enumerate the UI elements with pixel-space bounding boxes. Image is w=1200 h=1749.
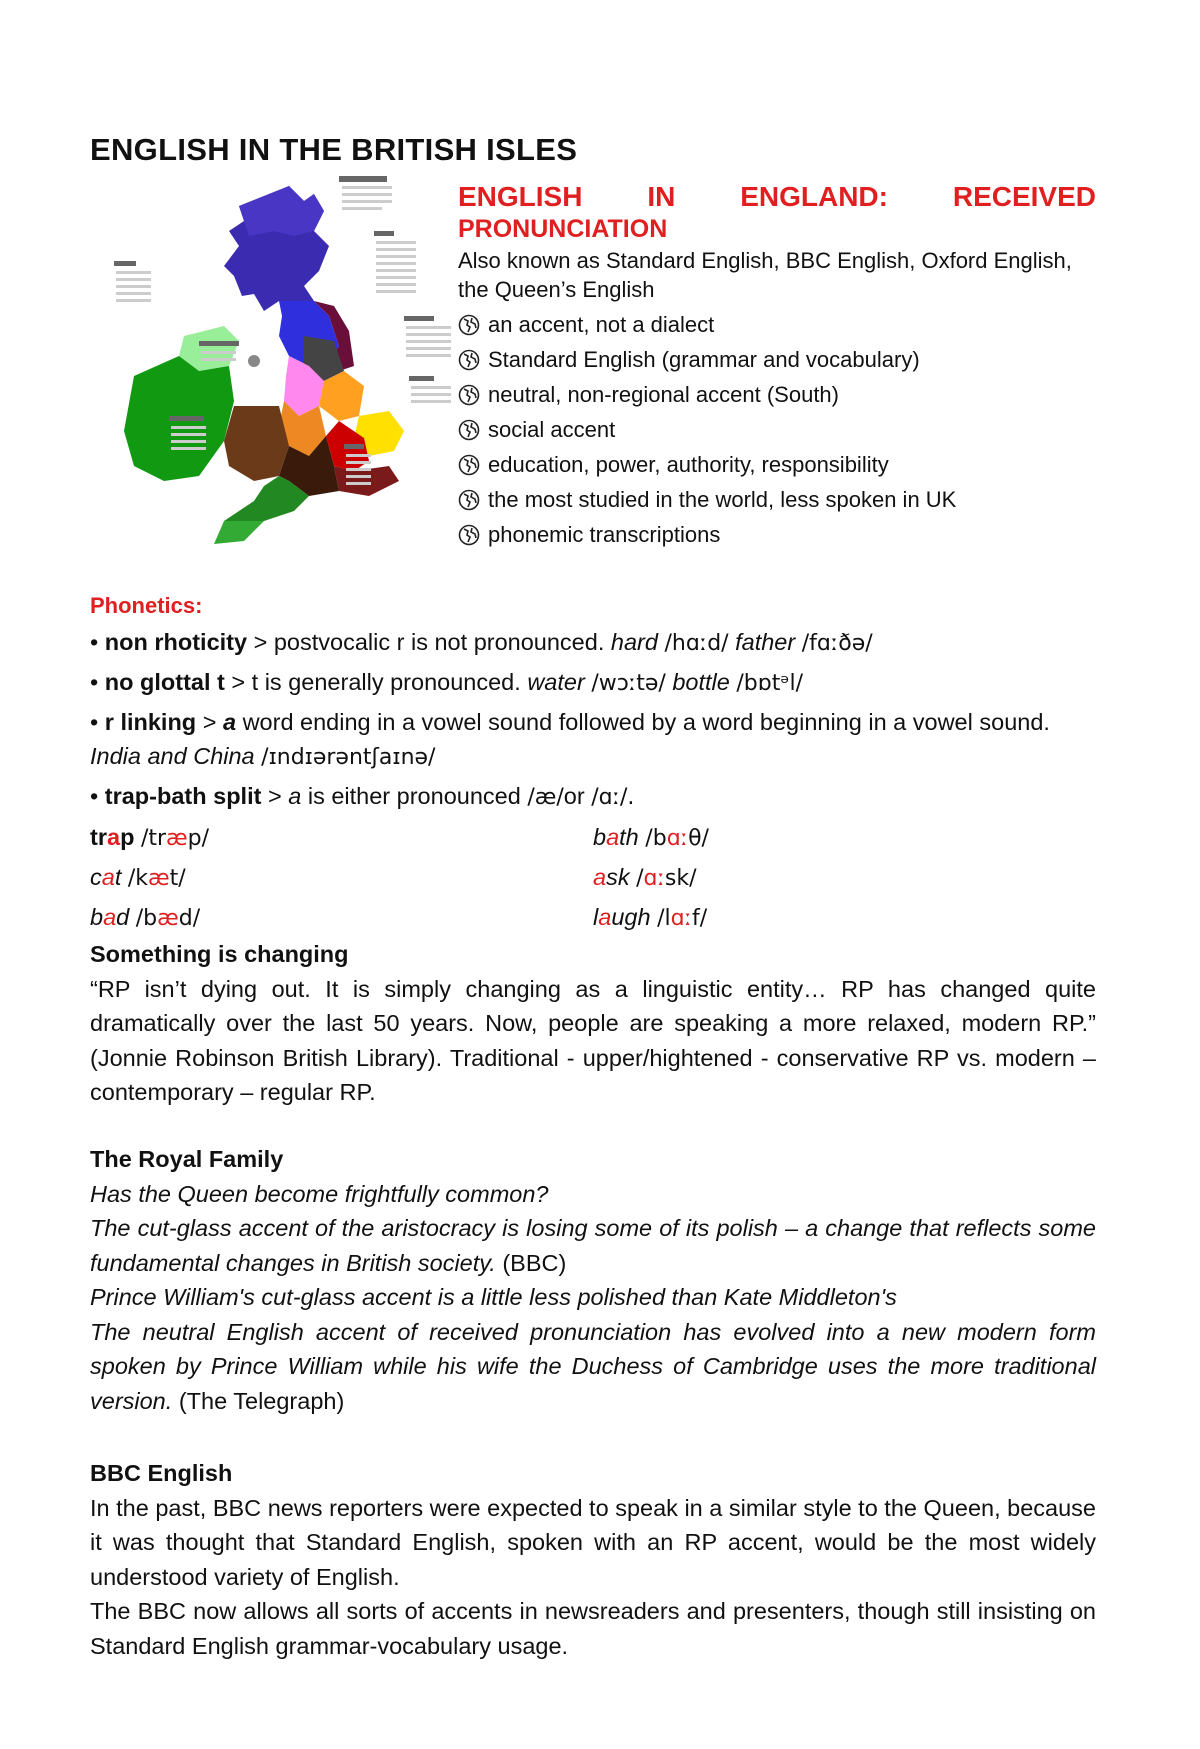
bath-word-row: laugh /lɑːf/	[593, 904, 708, 931]
rp-section	[458, 182, 1096, 549]
globe-icon	[458, 454, 480, 476]
phonetics-row: • r linking > a word ending in a vowel sound followed by a word beginning in a vowel sound. India and China /ɪndɪərəntʃaɪnə/	[90, 709, 1050, 770]
page-title: ENGLISH IN THE BRITISH ISLES	[90, 132, 578, 167]
trap-word-row: bad /bæd/	[90, 904, 201, 931]
rp-point-text: education, power, authority, responsibility	[488, 452, 889, 477]
rp-point	[458, 415, 1096, 444]
phonetics-row: • non rhoticity > postvocalic r is not pronounced. hard /hɑːd/ father /fɑːðə/	[90, 629, 873, 656]
rp-point	[458, 345, 1096, 374]
bath-word-row: ask /ɑːsk/	[593, 864, 697, 891]
phonetics-row: • no glottal t > t is generally pronounced. water /wɔːtə/ bottle /bɒtᵊl/	[90, 669, 804, 696]
rp-point	[458, 485, 1096, 514]
bath-word-row: bath /bɑːθ/	[593, 824, 709, 851]
rp-point-text: neutral, non-regional accent (South)	[488, 382, 839, 407]
rp-also-known: Also known as Standard English, BBC English, Oxford English, the Queen’s English	[458, 248, 1072, 302]
map-region-wales	[224, 406, 289, 481]
map-region-devon	[214, 521, 264, 544]
phonetics-heading: Phonetics:	[90, 593, 203, 618]
rp-point-text: the most studied in the world, less spoken in UK	[488, 487, 957, 512]
trap-column	[90, 817, 593, 937]
rp-point	[458, 520, 1096, 549]
changing-heading: Something is changing	[90, 941, 349, 967]
changing-text: “RP isn’t dying out. It is simply changing as a linguistic entity… RP has changed quite dramatically over the last 50 years. Now, people are speaking a more relaxed, modern RP.” (Jonnie Robinson British Library). Traditional - upper/hightened - conservative RP vs. modern – contemporary – regular RP.	[90, 975, 1096, 1105]
trap-bath-table	[90, 817, 1096, 937]
globe-icon	[458, 524, 480, 546]
rp-point-text: Standard English (grammar and vocabulary)	[488, 347, 920, 372]
royal-line: Has the Queen become frightfully common?	[90, 1180, 549, 1207]
rp-point	[458, 310, 1096, 339]
bath-column	[593, 817, 1096, 937]
royal-line: The cut-glass accent of the aristocracy is losing some of its polish – a change that reflects some fundamental changes in British society. (BBC)	[90, 1215, 1096, 1276]
globe-icon	[458, 314, 480, 336]
royal-line: Prince William's cut-glass accent is a little less polished than Kate Middleton's	[90, 1284, 897, 1310]
globe-icon	[458, 419, 480, 441]
globe-icon	[458, 384, 480, 406]
rp-point-text: social accent	[488, 417, 616, 442]
globe-icon	[458, 349, 480, 371]
rp-point	[458, 450, 1096, 479]
phonetics-section	[90, 591, 1096, 937]
bbc-paragraph: The BBC now allows all sorts of accents in newsreaders and presenters, though still insisting on Standard English grammar-vocabulary usage.	[90, 1598, 1096, 1659]
rp-points-list	[458, 310, 1096, 549]
royal-heading: The Royal Family	[90, 1146, 284, 1172]
bbc-paragraph: In the past, BBC news reporters were expected to speak in a similar style to the Queen, because it was thought that Standard English, spoken with an RP accent, would be the most widely understood variety of English.	[90, 1494, 1096, 1590]
map-region-highlands	[239, 186, 324, 236]
globe-icon	[458, 489, 480, 511]
rp-point-text: an accent, not a dialect	[488, 312, 715, 337]
rp-point-text: phonemic transcriptions	[488, 522, 721, 547]
phonetics-row: • trap-bath split > a is either pronounced /æ/or /ɑː/.	[90, 783, 635, 810]
rp-heading-line1: ENGLISH IN ENGLAND: RECEIVED	[458, 181, 1096, 212]
rp-heading-line2: PRONUNCIATION	[458, 215, 668, 243]
bbc-section	[90, 1456, 1096, 1663]
trap-word-row: trap /træp/	[90, 824, 210, 851]
royal-line: The neutral English accent of received pronunciation has evolved into a new modern form spoken by Prince William while his wife the Duchess of Cambridge uses the more traditional version. (The Telegraph)	[90, 1318, 1096, 1414]
royal-section	[90, 1142, 1096, 1418]
bbc-heading: BBC English	[90, 1460, 233, 1486]
uk-dialect-map	[114, 176, 514, 556]
changing-section	[90, 937, 1096, 1110]
trap-word-row: cat /kæt/	[90, 864, 186, 891]
rp-point	[458, 380, 1096, 409]
